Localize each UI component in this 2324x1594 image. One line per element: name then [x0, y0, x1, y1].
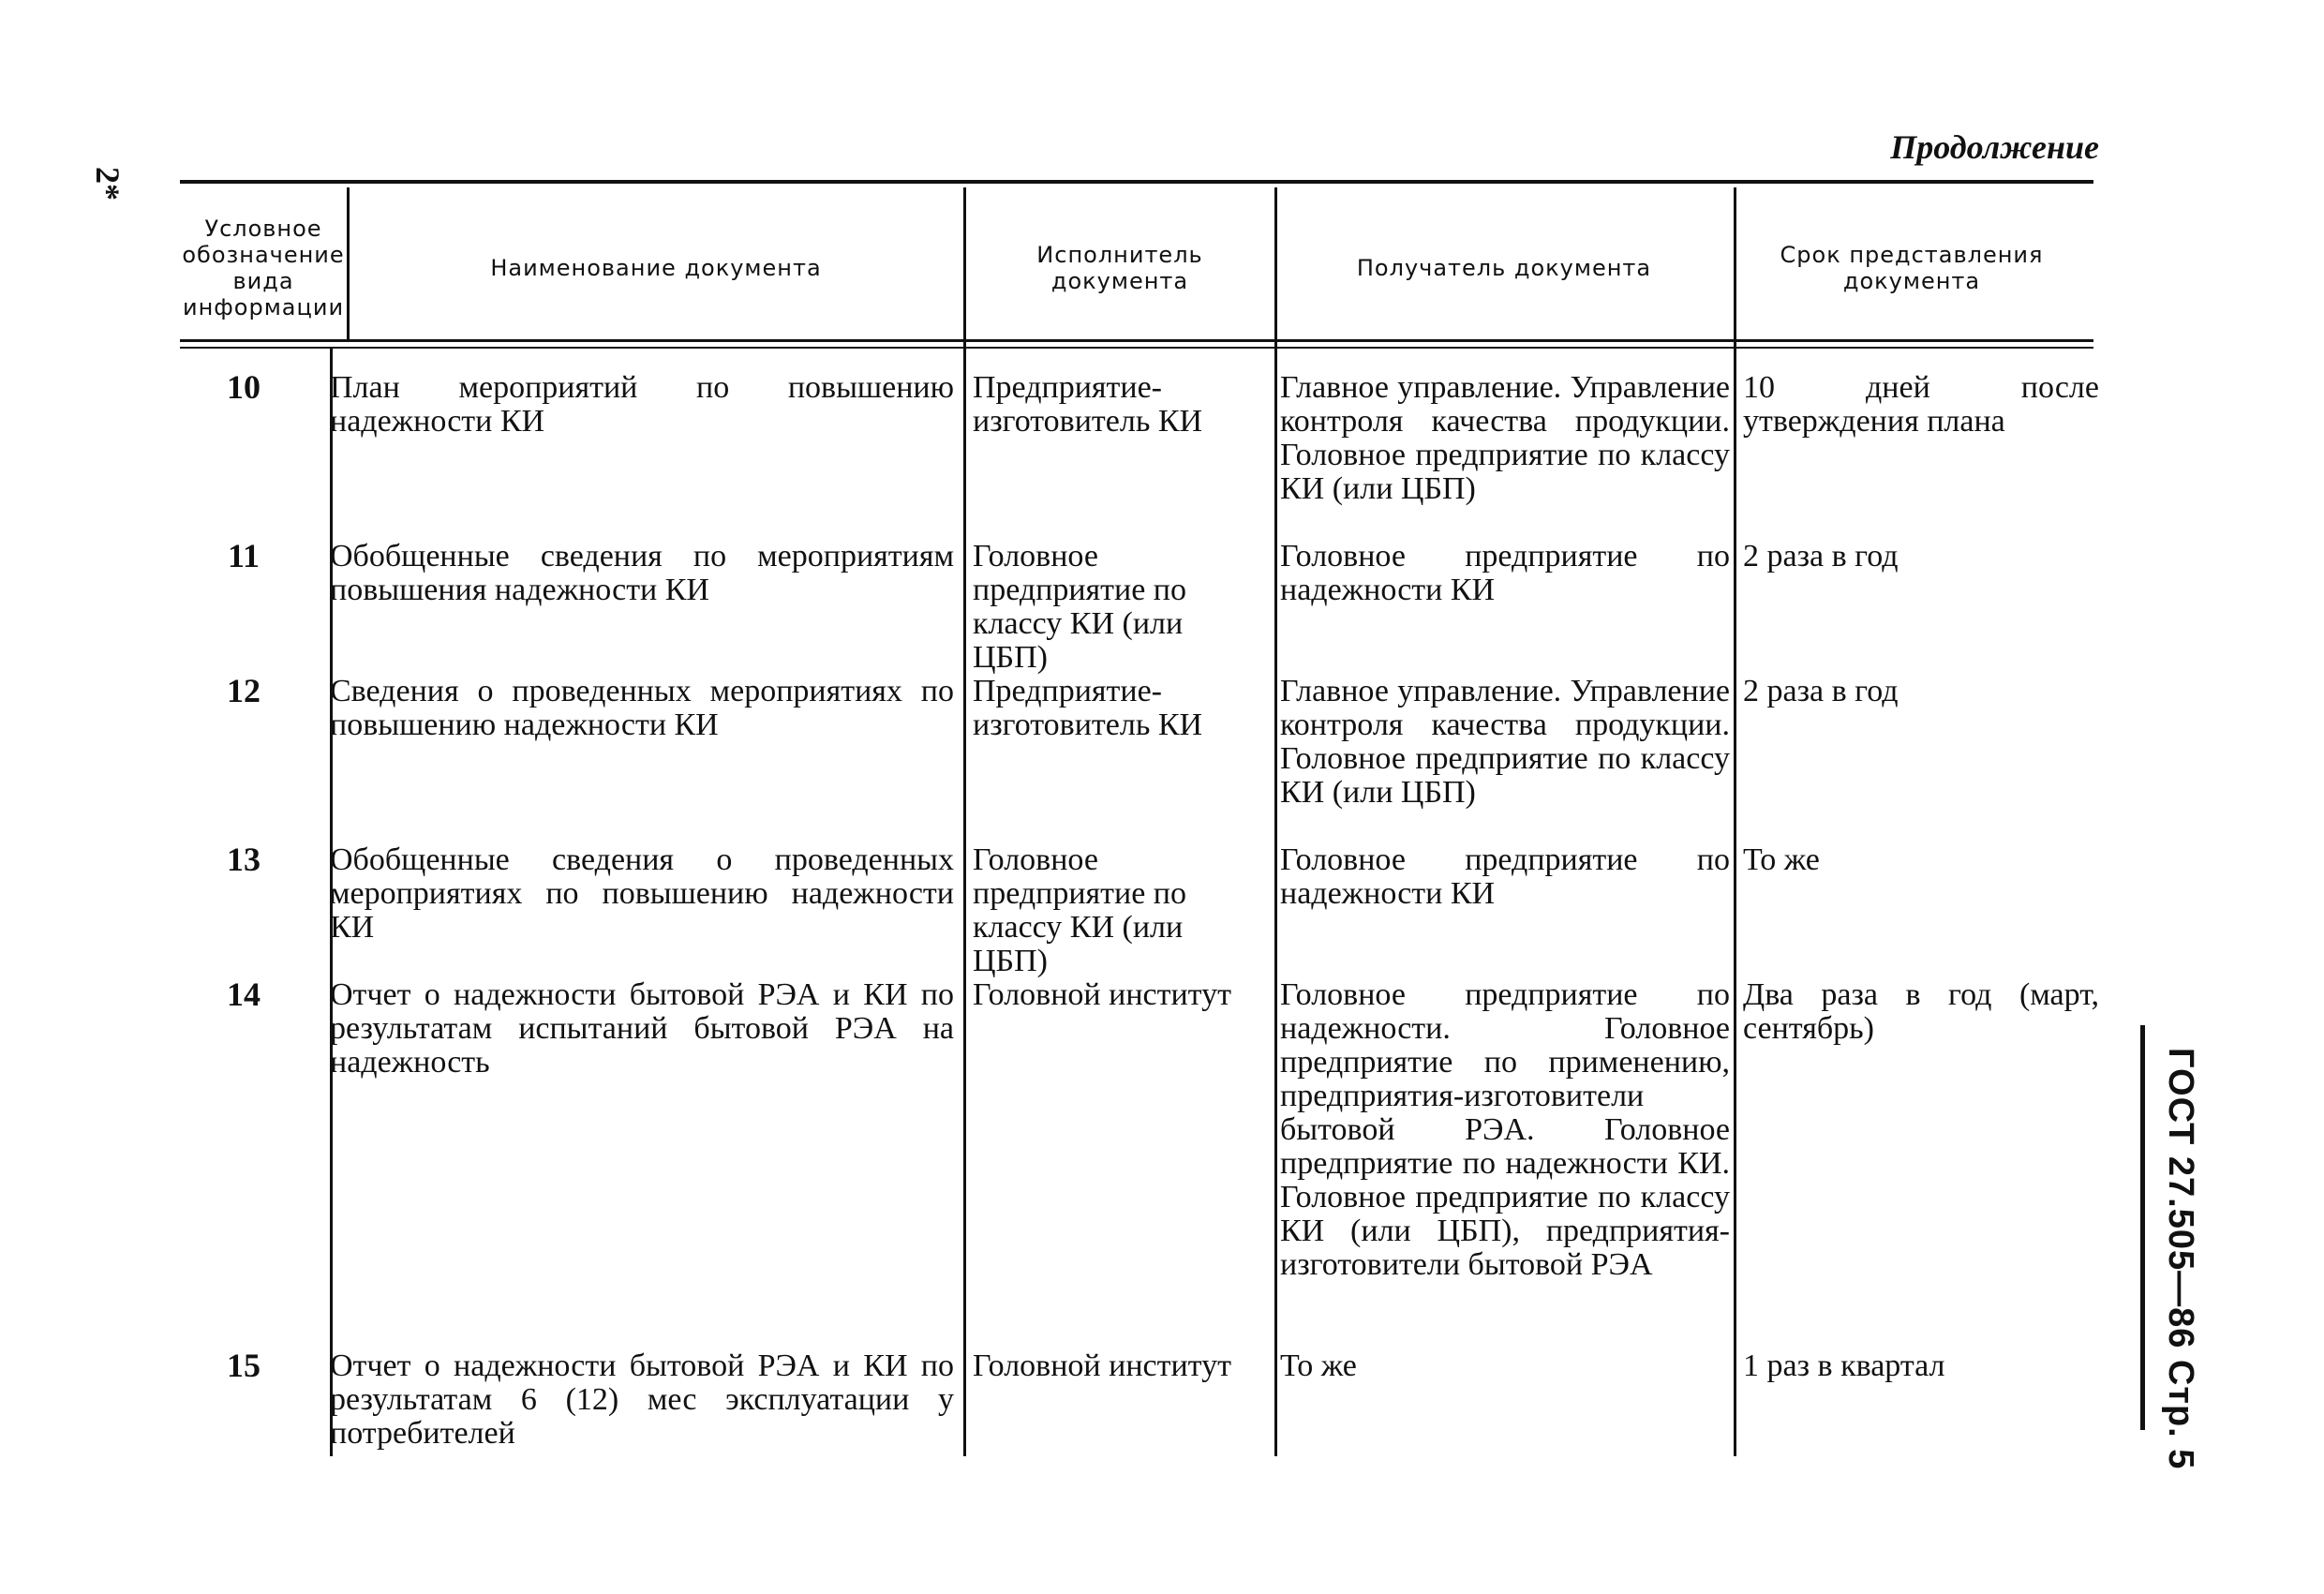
row-12-recipient: Главное управление. Управление контроля качества продукции. Головное предприятие по классу КИ (или ЦБП) — [1280, 674, 1730, 810]
row-14-name: Отчет о надежности бытовой РЭА и КИ по результатам испытаний бытовой РЭА на надежность — [330, 977, 954, 1080]
header-recipient-text: Получатель документа — [1356, 255, 1652, 281]
row-13-executor: Головное предприятие по классу КИ (или ЦБП) — [973, 842, 1187, 978]
row-10-number: 10 — [227, 368, 261, 406]
row-14-recipient: Головное предприятие по надежности. Головное предприятие по применению, предприятия-изготовители бытовой РЭА. Головное предприятие по надежности КИ. Головное предприятие по классу КИ (или ЦБП), предприятия-изготовители бытовой РЭА — [1280, 977, 1730, 1282]
row-14-number: 14 — [227, 976, 261, 1013]
header-executor-text: Исполнитель документа — [1036, 242, 1203, 294]
row-11-executor: Головное предприятие по классу КИ (или ЦБП) — [973, 539, 1187, 675]
header-cell-recipient — [1284, 199, 1724, 337]
header-cell-name — [356, 199, 956, 337]
header-name-text: Наименование документа — [490, 255, 822, 281]
row-12-executor: Предприятие-изготовитель КИ — [973, 674, 1203, 742]
row-14-executor: Головной институт — [973, 977, 1231, 1012]
standard-code: ГОСТ 27.505—86 Стр. 5 — [2161, 1048, 2200, 1470]
row-10-recipient: Главное управление. Управление контроля качества продукции. Головное предприятие по классу КИ (или ЦБП) — [1280, 370, 1730, 506]
col-divider-4 — [1734, 187, 1736, 1456]
row-13-name: Обобщенные сведения о проведенных мероприятиях по повышению надежности КИ — [330, 842, 954, 945]
table-top-rule — [180, 180, 2093, 184]
row-13-number: 13 — [227, 841, 261, 878]
row-15-executor: Головной институт — [973, 1348, 1231, 1383]
row-13-recipient: Головное предприятие по надежности КИ — [1280, 842, 1730, 911]
header-cell-executor — [984, 199, 1256, 337]
row-10-term: 10 дней после утверждения плана — [1743, 370, 2099, 439]
row-13-term: То же — [1743, 842, 1820, 877]
row-15-recipient: То же — [1280, 1348, 1357, 1383]
row-12-number: 12 — [227, 672, 261, 709]
side-margin-bar — [2140, 1025, 2145, 1430]
row-14-term: Два раза в год (март, сентябрь) — [1743, 977, 2099, 1046]
col-divider-2 — [963, 187, 966, 1456]
row-10-name: План мероприятий по повышению надежности КИ — [330, 370, 954, 439]
header-term-text: Срок представления документа — [1780, 242, 2044, 294]
row-11-recipient: Головное предприятие по надежности КИ — [1280, 539, 1730, 607]
col-divider-3 — [1274, 187, 1277, 1456]
row-11-name: Обобщенные сведения по мероприятиям повышения надежности КИ — [330, 539, 954, 607]
row-11-term: 2 раза в год — [1743, 539, 1899, 574]
header-cell-term — [1752, 199, 2071, 337]
row-15-name: Отчет о надежности бытовой РЭА и КИ по результатам 6 (12) мес эксплуатации у потребителей — [330, 1348, 954, 1451]
row-12-term: 2 раза в год — [1743, 674, 1899, 708]
table-header-rule — [180, 339, 2093, 342]
row-10-executor: Предприятие-изготовитель КИ — [973, 370, 1203, 439]
row-15-term: 1 раз в квартал — [1743, 1348, 1945, 1383]
row-12-name: Сведения о проведенных мероприятиях по повышению надежности КИ — [330, 674, 954, 742]
header-code-text: Условное обозначение вида информации — [182, 216, 345, 320]
page-mark: 2* — [89, 167, 127, 201]
continued-label: Продолжение — [1890, 128, 2099, 166]
table-header-rule-2 — [180, 347, 2093, 349]
row-11-number: 11 — [227, 537, 260, 574]
header-cell-code — [184, 199, 343, 337]
col-divider-1 — [347, 187, 350, 341]
row-15-number: 15 — [227, 1347, 261, 1384]
